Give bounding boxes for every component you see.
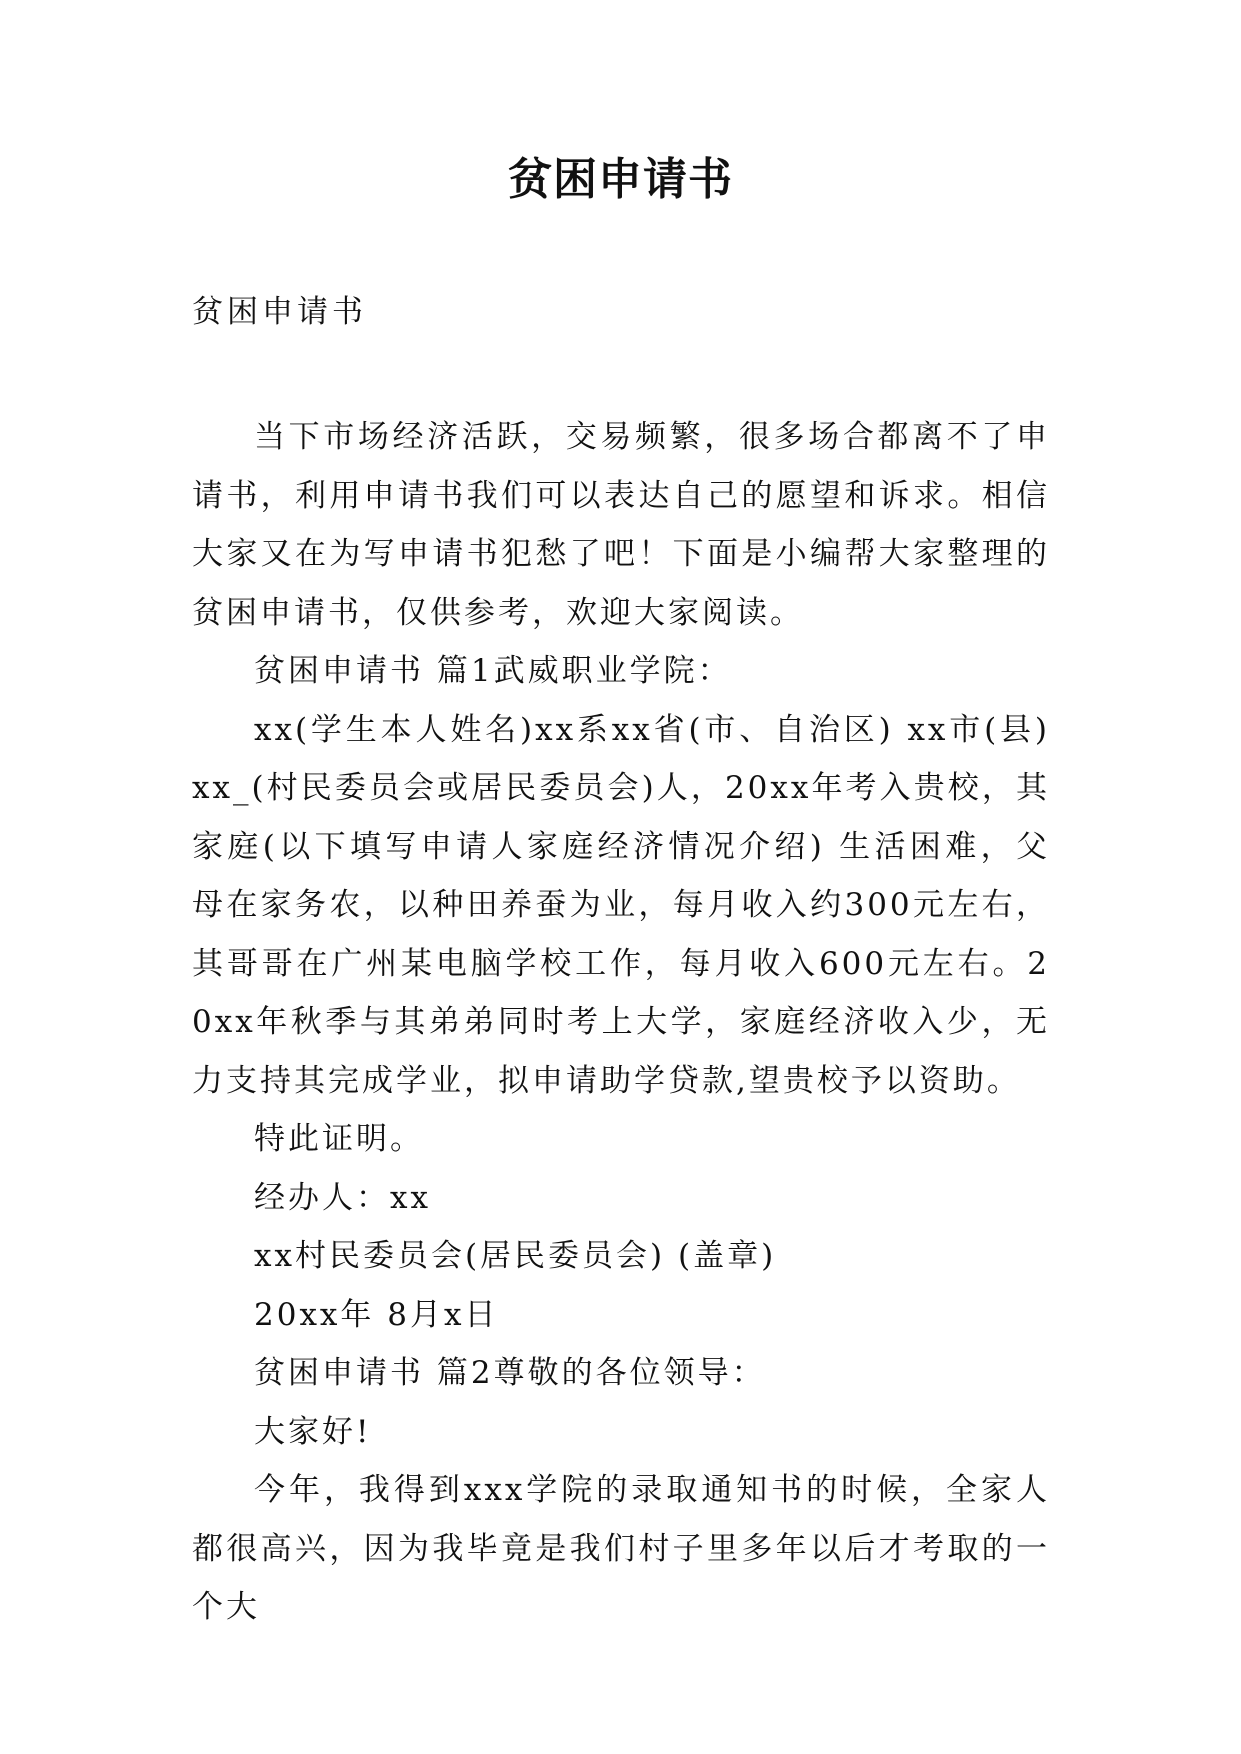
- document-body: [192, 408, 1050, 1637]
- document-title: 贫困申请书: [508, 154, 733, 205]
- committee-seal-line: xx村民委员会(居民委员会) (盖章): [254, 1238, 777, 1274]
- date-line: 20xx年 8月x日: [254, 1296, 499, 1333]
- intro-paragraph: 当下市场经济活跃，交易频繁，很多场合都离不了申请书，利用申请书我们可以表达自己的愿望和诉求。相信大家又在为写申请书犯愁了吧！下面是小编帮大家整理的贫困申请书，仅供参考，欢迎大家阅读。: [192, 419, 1050, 631]
- section-2-paragraph: 今年，我得到xxx学院的录取通知书的时候，全家人都很高兴，因为我毕竟是我们村子里多年以后才考取的一个大: [192, 1472, 1050, 1625]
- section-1-paragraph: xx(学生本人姓名)xx系xx省(市、自治区) xx市(县)xx_(村民委员会或居民委员会)人，20xx年考入贵校，其家庭(以下填写申请人家庭经济情况介绍) 生活困难，父母在家务农，以种田养蚕为业，每月收入约300元左右，其哥哥在广州某电脑学校工作，每月收入600元左右。20xx年秋季与其弟弟同时考上大学，家庭经济收入少，无力支持其完成学业，拟申请助学贷款,望贵校予以资助。: [192, 711, 1050, 1099]
- greeting-line: 大家好!: [254, 1413, 372, 1450]
- section-1-heading: 贫困申请书 篇1武威职业学院：: [254, 653, 732, 689]
- document-subtitle: 贫困申请书: [192, 294, 367, 330]
- handler-line: 经办人：xx: [254, 1179, 431, 1216]
- certification-line: 特此证明。: [254, 1121, 424, 1157]
- section-2-heading: 贫困申请书 篇2尊敬的各位领导：: [254, 1355, 766, 1391]
